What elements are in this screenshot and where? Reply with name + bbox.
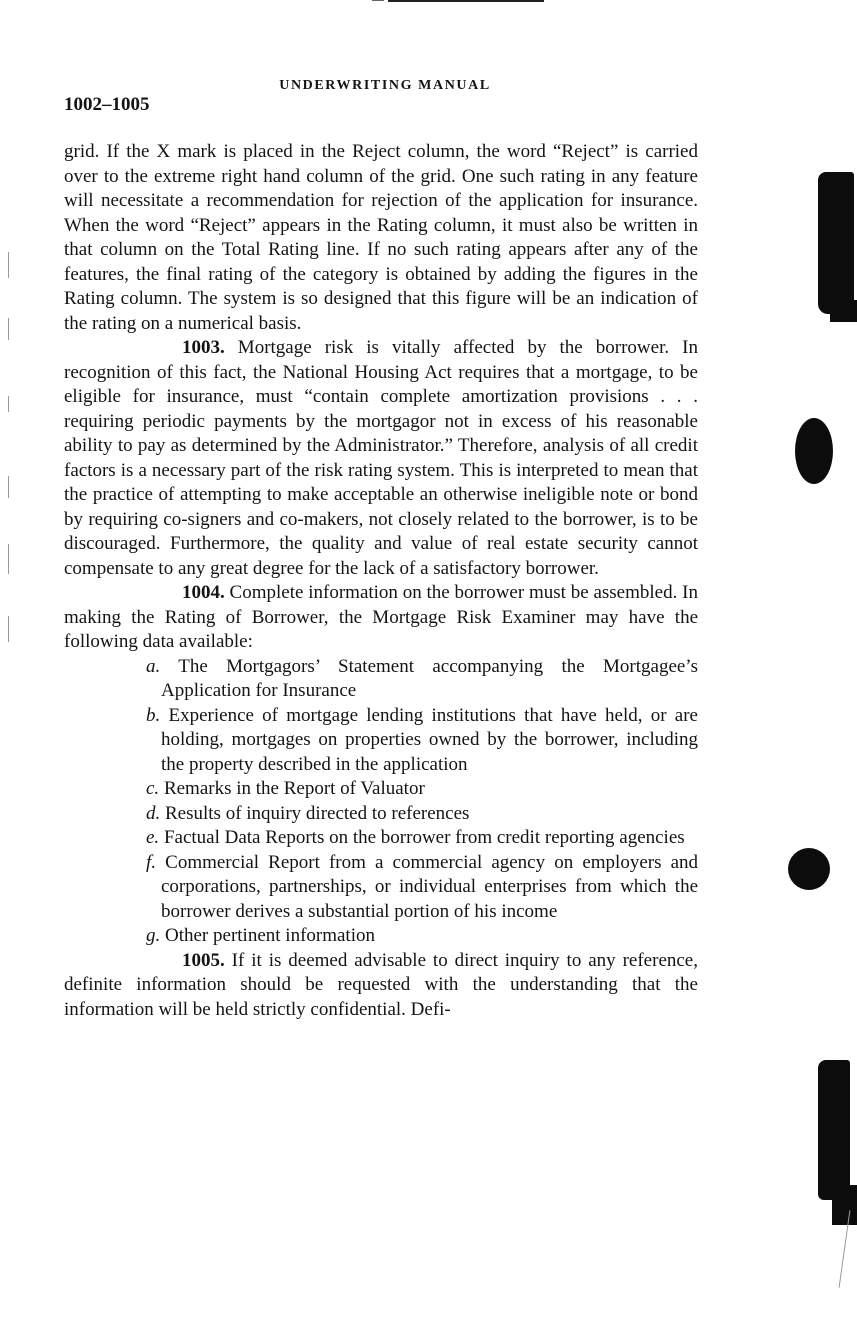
paragraph-1004 — [64, 581, 698, 655]
list-item — [64, 851, 698, 925]
paragraph-continuation: grid. If the X mark is placed in the Reject column, the word “Reject” is carried over to the extreme right hand column of the grid. One such rating in any feature will necessitate a recommendation for rejection of the application for insurance. When the word “Reject” appears in the Rating column, it must also be written in that column on the Total Rating line. If no such rating appears after any of the features, the final rating of the category is obtained by adding the figures in the Rating column. The system is so designed that this figure will be an indication of the rating on a numerical basis. — [64, 141, 698, 334]
punch-hole-mark-upper — [795, 418, 833, 484]
list-item — [64, 655, 698, 704]
list-item-text: Factual Data Reports on the borrower from credit reporting agencies — [163, 827, 685, 848]
left-edge-scan-line — [8, 544, 9, 574]
list-item — [64, 802, 698, 827]
list-item-text: Results of inquiry directed to references — [165, 802, 470, 824]
list-item-text: The Mortgagors’ Statement accompanying the Mortgagee’s Application for Insurance — [161, 655, 698, 701]
body-text — [64, 140, 698, 1022]
left-edge-scan-line — [8, 252, 9, 278]
left-edge-scan-line — [8, 318, 9, 340]
paragraph-1005 — [64, 949, 698, 1023]
data-sources-list — [64, 655, 698, 949]
list-item — [64, 777, 698, 802]
list-item — [64, 826, 698, 851]
paragraph-1005-text: If it is deemed advisable to direct inquiry to any reference, definite information should be requested with the understanding that the information will be held strictly confidential. Defi- — [64, 949, 698, 1020]
running-head: UNDERWRITING MANUAL — [279, 78, 491, 93]
list-item-letter: f. — [146, 851, 157, 873]
section-range: 1002–1005 — [64, 94, 150, 115]
left-edge-scan-line — [8, 396, 9, 412]
top-rule-fragment — [372, 0, 384, 1]
binder-tab-mark-bottom-foot — [832, 1185, 857, 1225]
list-item-text: Commercial Report from a commercial agency on employers and corporations, partnerships, or individual enterprises from which the borrower derives a substantial portion of his income — [161, 851, 699, 922]
list-item — [64, 924, 698, 949]
left-edge-scan-line — [8, 476, 9, 498]
section-number-1003: 1003. — [182, 337, 225, 358]
list-item-letter: c. — [146, 778, 160, 799]
binder-tab-mark-bottom — [818, 1060, 850, 1200]
left-edge-scan-line — [8, 616, 9, 642]
binder-tab-mark-top — [818, 172, 854, 314]
paragraph-1003 — [64, 336, 698, 581]
list-item-letter: d. — [146, 802, 161, 824]
list-item-letter: e. — [146, 827, 160, 848]
list-item-text: Experience of mortgage lending institutions that have held, or are holding, mortgages on properties owned by the borrower, including the property described in the application — [161, 704, 698, 775]
top-rule — [388, 0, 544, 2]
paragraph-1003-text: Mortgage risk is vitally affected by the borrower. In recognition of this fact, the National Housing Act requires that a mortgage, to be eligible for insurance, must “contain complete amortization provisions . . . requiring periodic payments by the mortgagor not in excess of his reasonable ability to pay as determined by the Administrator.” Therefore, analysis of all credit factors is a necessary part of the risk rating system. This is interpreted to mean that the practice of attempting to make acceptable an otherwise ineligible note or bond by requiring co-signers and co-makers, not closely related to the borrower, is to be discouraged. Furthermore, the quality and value of real estate security cannot compensate to any great degree for the lack of a satisfactory borrower. — [64, 337, 698, 579]
list-item-text: Remarks in the Report of Valuator — [163, 778, 425, 799]
list-item-letter: a. — [146, 655, 161, 677]
paragraph-1004-text: Complete information on the borrower must be assembled. In making the Rating of Borrower, the Mortgage Risk Examiner may have the following data available: — [64, 582, 698, 652]
list-item-letter: b. — [146, 704, 161, 726]
section-number-1004: 1004. — [182, 582, 225, 603]
list-item-text: Other pertinent information — [165, 925, 375, 946]
list-item — [64, 704, 698, 778]
list-item-letter: g. — [146, 925, 161, 946]
punch-hole-mark-lower — [788, 848, 830, 890]
binder-tab-mark-top-foot — [830, 300, 857, 322]
section-number-1005: 1005. — [182, 949, 225, 971]
